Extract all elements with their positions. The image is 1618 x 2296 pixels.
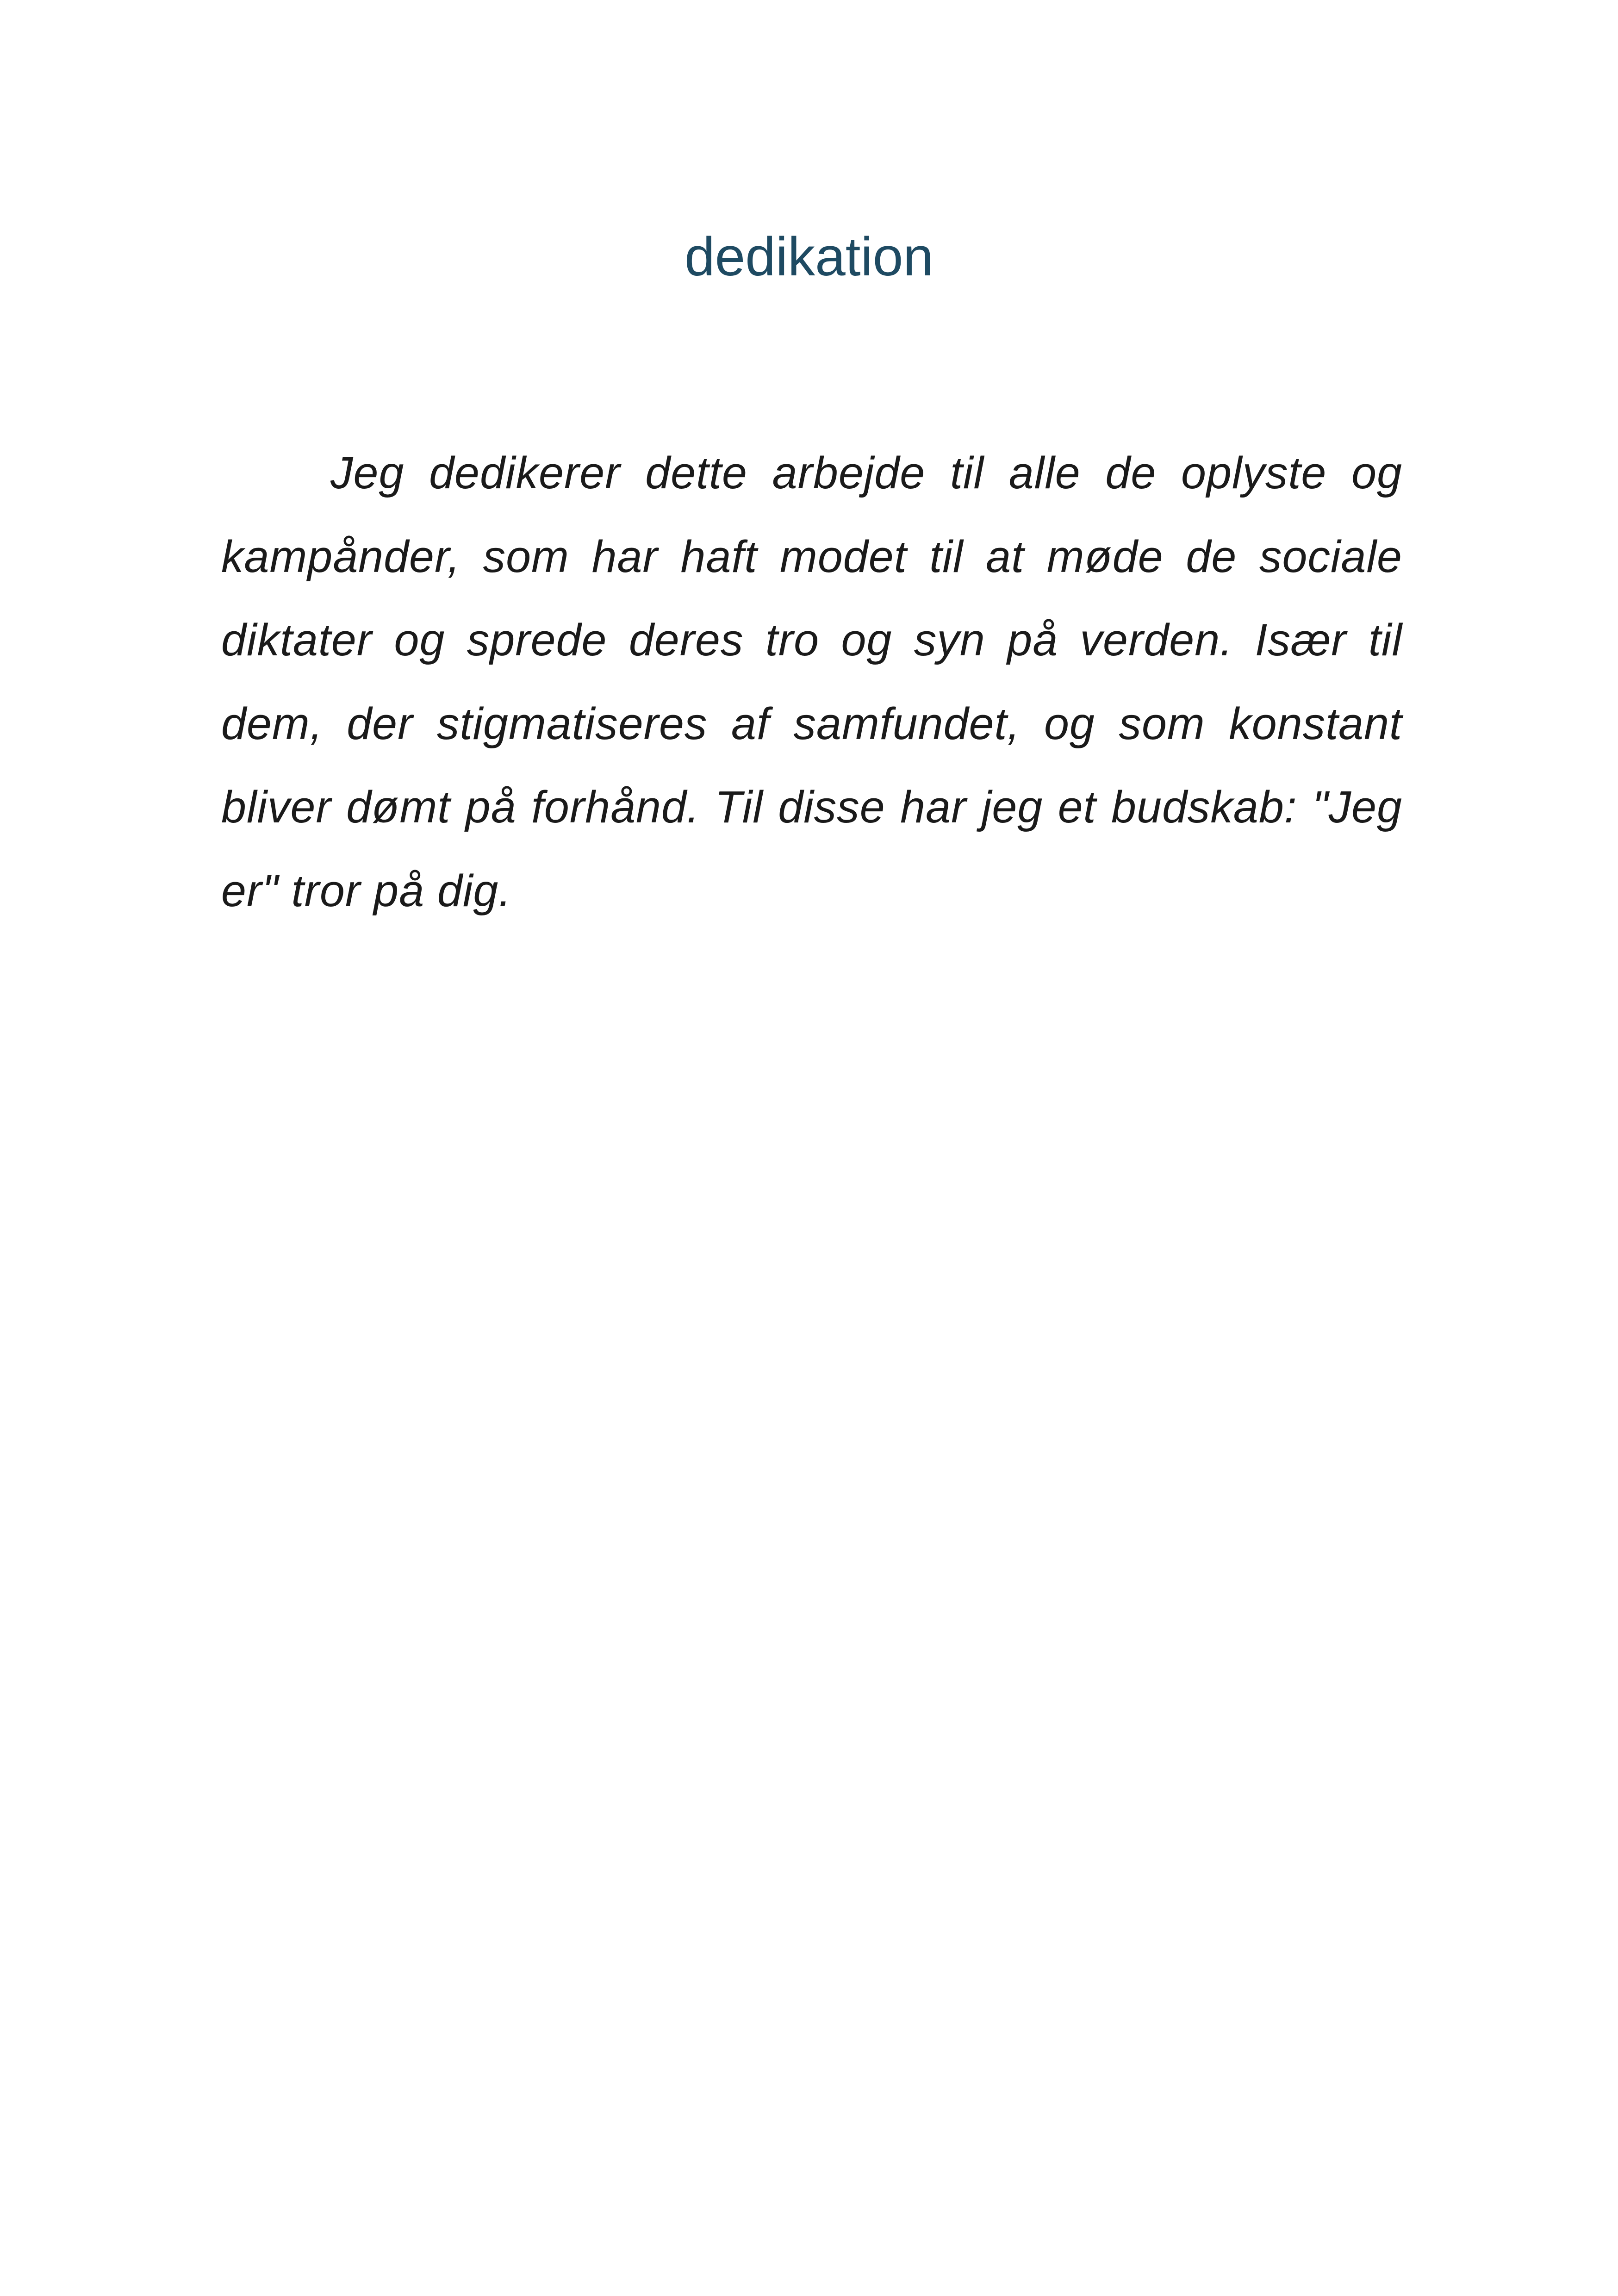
page-title: dedikation (685, 226, 933, 287)
dedication-paragraph: Jeg dedikerer dette arbejde til alle de oplyste og kampånder, som har haft modet til at møde de sociale diktater og sprede deres tro og syn på verden. Især til dem, der stigmatiseres af samfundet, og som konstant bliver dømt på forhånd. Til disse har jeg et budskab: "Jeg er" tror på dig. (221, 448, 1402, 916)
